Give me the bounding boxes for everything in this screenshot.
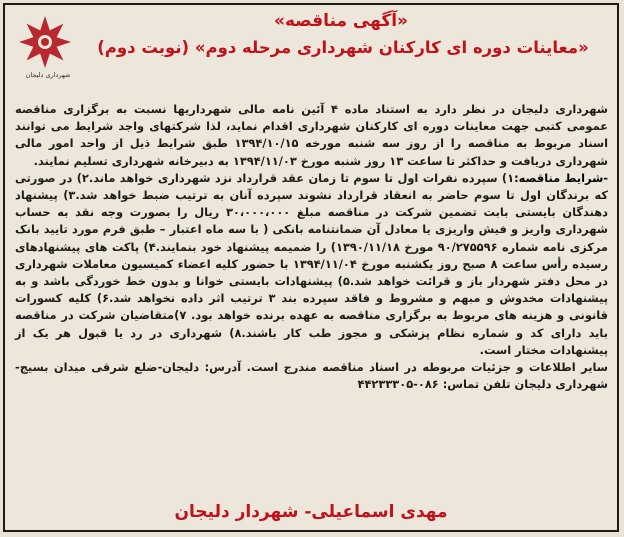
- notice-frame: [3, 3, 619, 532]
- municipality-logo: [13, 13, 77, 85]
- notice-subtitle: «معاینات دوره ای کارکنان شهرداری مرحله دوم» (نوبت دوم): [97, 38, 589, 57]
- notice-title: «آگهی مناقصه»: [273, 11, 409, 31]
- intro-paragraph: شهرداری دلیجان در نظر دارد به استناد ماده ۴ آئین نامه مالی شهرداریها نسبت به برگزاری مناقصه عمومی کتبی جهت معاینات دوره ای کارکنان شهرداری اقدام نماید، لذا شرکتهای واجد شرایط می توانند اسناد مربوط به مناقصه را از روز سه شنبه مورخه ۱۳۹۴/۱۰/۱۵ طبق شرایط ذیل از واحد امور مالی شهرداری دریافت و حداکثر تا ساعت ۱۳ روز شنبه مورخ ۱۳۹۴/۱۱/۰۳ به دبیرخانه شهرداری تسلیم نمایند.: [15, 102, 608, 168]
- notice-body: [15, 101, 608, 393]
- logo-emblem-icon: [13, 13, 77, 71]
- conditions-text: ۱) سپرده نفرات اول تا سوم تا زمان عقد قرارداد نزد شهرداری خواهد ماند.۲) در صورتی که برندگان اول تا سوم حاضر به انعقاد قرارداد نشوند سپرده آنان به ترتیب ضبط خواهد شد.۳) پیشنهاد دهندگان بایستی بابت تضمین شرکت در مناقصه مبلغ ۳۰،۰۰۰،۰۰۰ ریال را بصورت وجه نقد به حساب شهرداری واریز و فیش واریزی یا معادل آن ضمانتنامه بانکی ( با سه ماه اعتبار – طبق فرم مورد تایید بانک مرکزی نامه شماره ۹۰/۲۷۵۵۹۶ مورخ ۱۳۹۰/۱۱/۱۸) را ضمیمه پیشنهاد خود بنمایند.۴) پاکت های پیشنهادهای رسیده رأس ساعت ۸ صبح روز یکشنبه مورخ ۱۳۹۴/۱۱/۰۴ با حضور کلیه اعضاء کمیسیون معاملات شهرداری در محل دفتر شهردار باز و قرائت خواهد شد.۵) پیشنهادات بایستی خوانا و بدون خط خوردگی باشد و به پیشنهادات مخدوش و مبهم و مشروط و فاقد سپرده بند ۳ ترتیب اثر داده نخواهد شد.۶) کلیه کسورات قانونی و هزینه های مربوط به برگزاری مناقصه به عهده برنده خواهد بود. ۷)متقاضیان شرکت در مناقصه باید دارای کد و شماره نظام پزشکی و مجوز طب کار باشند.۸) شهرداری در رد یا قبول هر یک از پیشنهادات مختار است.: [15, 170, 609, 357]
- conditions-paragraph: [15, 170, 608, 359]
- logo-caption: شهرداری دلیجان: [25, 71, 71, 79]
- signature: مهدی اسماعیلی- شهردار دلیجان: [174, 502, 448, 522]
- conditions-heading: -شرایط مناقصه:: [514, 170, 609, 185]
- footer-info: سایر اطلاعات و جزئیات مربوطه در اسناد مناقصه مندرج است. آدرس: دلیجان-ضلع شرقی میدان بسیج-شهرداری دلیجان تلفن تماس: ۰۸۶-۴۴۲۳۳۳۰۵: [15, 360, 608, 392]
